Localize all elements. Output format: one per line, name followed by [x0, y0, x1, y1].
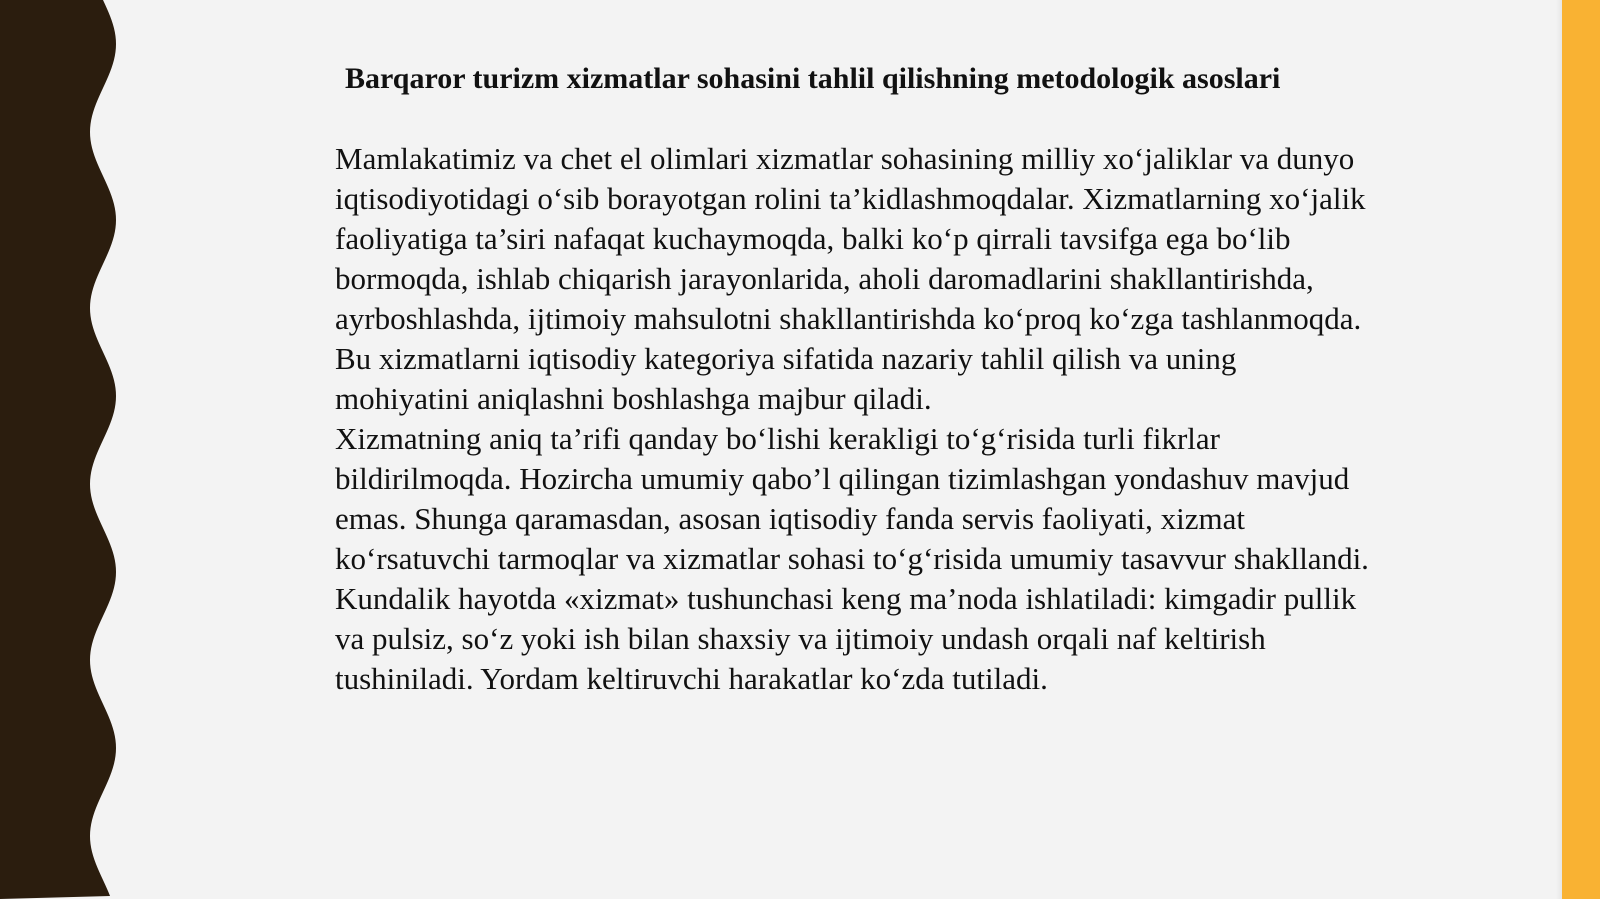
wave-shape [0, 0, 116, 899]
body-paragraph-3: Kundalik hayotda «xizmat» tushunchasi keng ma’noda ishlatiladi: kimgadir pullik va pulsiz, so‘z yoki ish bilan shaxsiy va ijtimoiy undash orqali naf keltirish tushiniladi. Yordam keltiruvchi harakatlar ko‘zda tutiladi. [335, 581, 1357, 696]
slide-body [335, 139, 1375, 699]
slide-title: Barqaror turizm xizmatlar sohasini tahlil qilishning metodologik asoslari [345, 62, 1281, 95]
body-paragraph-2: Xizmatning aniq ta’rifi qanday bo‘lishi kerakligi to‘g‘risida turli fikrlar bildirilmoqda. Hozircha umumiy qabo’l qilingan tizimlashgan yondashuv mavjud emas. Shunga qaramasdan, asosan iqtisodiy fanda servis faoliyati, xizmat ko‘rsatuvchi tarmoqlar va xizmatlar sohasi to‘g‘risida umumiy tasavvur shakllandi. [335, 421, 1369, 576]
left-wave-decoration [0, 0, 130, 899]
right-accent-bar [1562, 0, 1600, 899]
body-paragraph-1: Mamlakatimiz va chet el olimlari xizmatlar sohasining milliy xo‘jaliklar va dunyo iqtisodiyotidagi o‘sib borayotgan rolini ta’kidlashmoqdalar. Xizmatlarning xo‘jalik faoliyatiga ta’siri nafaqat kuchaymoqda, balki ko‘p qirrali tavsifga ega bo‘lib bormoqda, ishlab chiqarish jarayonlarida, aholi daromadlarini shakllantirishda, ayrboshlashda, ijtimoiy mahsulotni shakllantirishda ko‘proq ko‘zga tashlanmoqda. Bu xizmatlarni iqtisodiy kategoriya sifatida nazariy tahlil qilish va uning mohiyatini aniqlashni boshlashga majbur qiladi. [335, 141, 1366, 416]
